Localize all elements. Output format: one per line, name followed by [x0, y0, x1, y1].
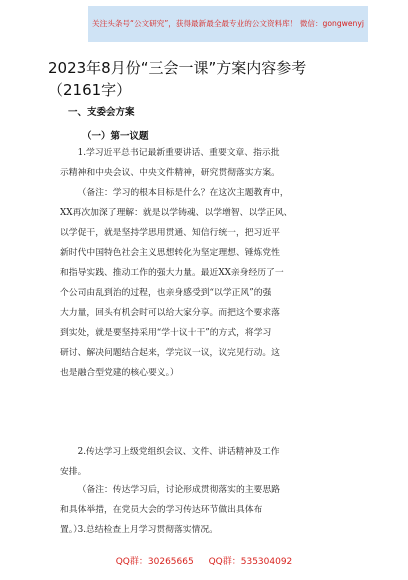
subsection-heading: （一）第一议题: [82, 131, 149, 142]
text-line: 研讨、解决问题结合起来，学完议一议，议完见行动。这: [60, 348, 280, 358]
paragraph-5: [60, 520, 364, 540]
text-line: 以学促干，就是坚持学思用贯通、知信行统一，把习近平: [60, 228, 280, 238]
text-line: 大力量，回头有机会时可以给大家分享。而把这个要求落: [60, 308, 280, 318]
text-line: 和具体举措，在党员大会的学习传达环节做出具体布: [60, 505, 263, 515]
text-line: （备注：传达学习后，讨论形成贯彻落实的主要思路: [77, 485, 280, 495]
text-line: （备注：学习的根本目标是什么？在这次主题教育中，: [77, 188, 289, 198]
section-heading: 一、支委会方案: [68, 107, 135, 118]
qq-group-1: QQ群：30265665: [115, 557, 194, 567]
title-line-2: （2161字）: [48, 81, 132, 99]
text-line: 示精神和中央会议、中央文件精神，研究贯彻落实方案。: [60, 168, 280, 178]
title-line-1: 2023年8月份“三会一课”方案内容参考: [48, 59, 307, 77]
text-line: 也是融合型党建的核心要义。）: [60, 368, 179, 378]
text-line: 个公司由乱到治的过程，也亲身感受到“以学正风”的强: [60, 288, 272, 298]
top-banner: 关注头条号“公文研究”，获得最新最全最专业的公文资料库！ 微信：gongwenyj: [88, 6, 368, 42]
qq-group-2: QQ群：535304092: [208, 557, 293, 567]
text-line: 2.传达学习上级党组织会议、文件、讲话精神及工作: [77, 447, 280, 457]
text-line: 置。）: [60, 525, 82, 535]
text-line: XX再次加深了理解：就是以学铸魂、以学增智、以学正风、: [60, 208, 293, 218]
text-line: 和指导实践、推动工作的强大力量。最近XX亲身经历了一: [60, 268, 284, 278]
text-line: 到实处，就是要坚持采用“学十议十干”的方式，将学习: [60, 328, 272, 338]
footer-contacts: [0, 554, 408, 567]
paragraph-3: [60, 442, 364, 482]
paragraph-2: [60, 183, 364, 383]
text-line: 1.学习近平总书记最新重要讲话、重要文章、指示批: [77, 148, 280, 158]
paragraph-1: [60, 143, 364, 183]
text-line: 安排。: [60, 467, 87, 477]
page-title: [48, 58, 378, 100]
text-line: 3.总结检查上月学习贯彻落实情况。: [77, 525, 218, 535]
text-line: 新时代中国特色社会主义思想转化为坚定理想、锤炼党性: [60, 248, 280, 258]
